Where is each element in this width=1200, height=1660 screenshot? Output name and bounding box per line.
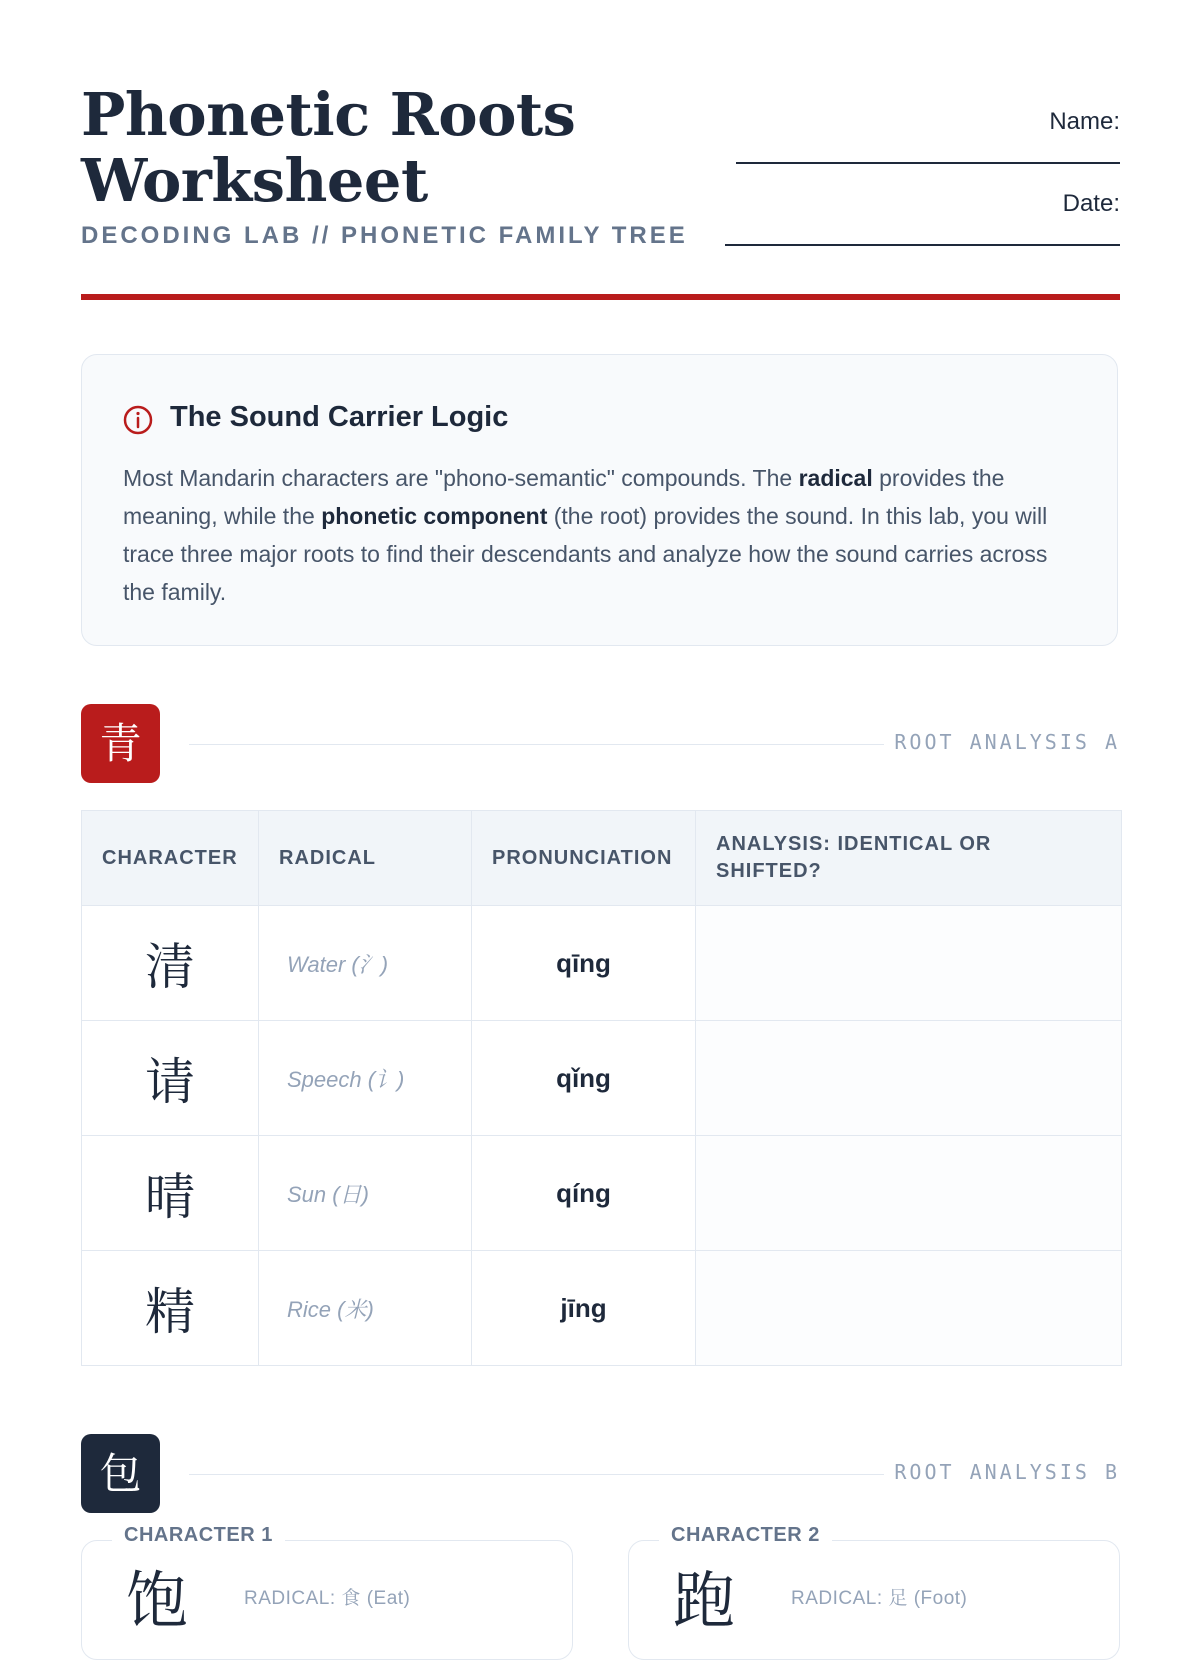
page-subtitle: DECODING LAB // PHONETIC FAMILY TREE (81, 222, 688, 249)
info-box (81, 354, 1118, 646)
root-a-table (81, 810, 1122, 1366)
table-row (82, 1251, 1122, 1366)
info-body (123, 459, 1083, 611)
card-radical: RADICAL: 食 (Eat) (244, 1588, 411, 1609)
radical-cell: Water (氵) (259, 906, 472, 1021)
column-header-radical: RADICAL (259, 811, 472, 906)
section-b-tag: ROOT ANALYSIS B (894, 1460, 1120, 1484)
section-b-rule (189, 1474, 884, 1475)
info-bold-radical: radical (798, 465, 873, 491)
page-title (81, 82, 575, 214)
title-line-1: Phonetic Roots (81, 80, 576, 149)
pronunciation-cell: qīng (472, 906, 696, 1021)
radical-cell: Speech (讠) (259, 1021, 472, 1136)
root-badge-b: 包 (81, 1434, 160, 1513)
character-cell: 清 (82, 906, 259, 1021)
column-header-pronunciation: PRONUNCIATION (472, 811, 696, 906)
character-cell: 请 (82, 1021, 259, 1136)
analysis-input-cell[interactable] (696, 1251, 1122, 1366)
card-character: 饱 (126, 1567, 189, 1636)
info-circle-icon (123, 405, 153, 435)
info-text-3: (the root) provides the sound. In this lab, you will trace three major roots to find their descendants and analyze how the sound carries across the family. (123, 503, 1048, 605)
section-a-rule (189, 744, 884, 745)
info-bold-phonetic: phonetic component (321, 503, 548, 529)
card-radical: RADICAL: 足 (Foot) (791, 1588, 968, 1609)
analysis-input-cell[interactable] (696, 1136, 1122, 1251)
analysis-input-cell[interactable] (696, 906, 1122, 1021)
info-heading: The Sound Carrier Logic (170, 401, 509, 433)
info-text-2: provides the meaning, while the (123, 465, 1005, 529)
radical-cell: Sun (日) (259, 1136, 472, 1251)
character-card-1 (81, 1540, 573, 1660)
radical-cell: Rice (米) (259, 1251, 472, 1366)
table-header-row (82, 811, 1122, 906)
column-header-analysis: ANALYSIS: IDENTICAL OR SHIFTED? (696, 811, 1122, 906)
character-cell: 精 (82, 1251, 259, 1366)
pronunciation-cell: qǐng (472, 1021, 696, 1136)
card-character: 跑 (673, 1567, 736, 1636)
root-badge-a: 青 (81, 704, 160, 783)
date-label: Date: (1062, 190, 1120, 217)
table-row (82, 1136, 1122, 1251)
table-row (82, 906, 1122, 1021)
info-text-1: Most Mandarin characters are "phono-semantic" compounds. The (123, 465, 799, 491)
card-label-2: CHARACTER 2 (659, 1524, 832, 1547)
date-field[interactable] (725, 244, 1120, 246)
card-label-1: CHARACTER 1 (112, 1524, 285, 1547)
analysis-input-cell[interactable] (696, 1021, 1122, 1136)
section-a-tag: ROOT ANALYSIS A (894, 730, 1120, 754)
pronunciation-cell: jīng (472, 1251, 696, 1366)
header-divider (81, 294, 1120, 300)
character-cell: 晴 (82, 1136, 259, 1251)
column-header-character: CHARACTER (82, 811, 259, 906)
name-label: Name: (1049, 108, 1120, 135)
character-card-2 (628, 1540, 1120, 1660)
table-row (82, 1021, 1122, 1136)
pronunciation-cell: qíng (472, 1136, 696, 1251)
name-field[interactable] (736, 162, 1120, 164)
title-line-2: Worksheet (81, 146, 428, 215)
